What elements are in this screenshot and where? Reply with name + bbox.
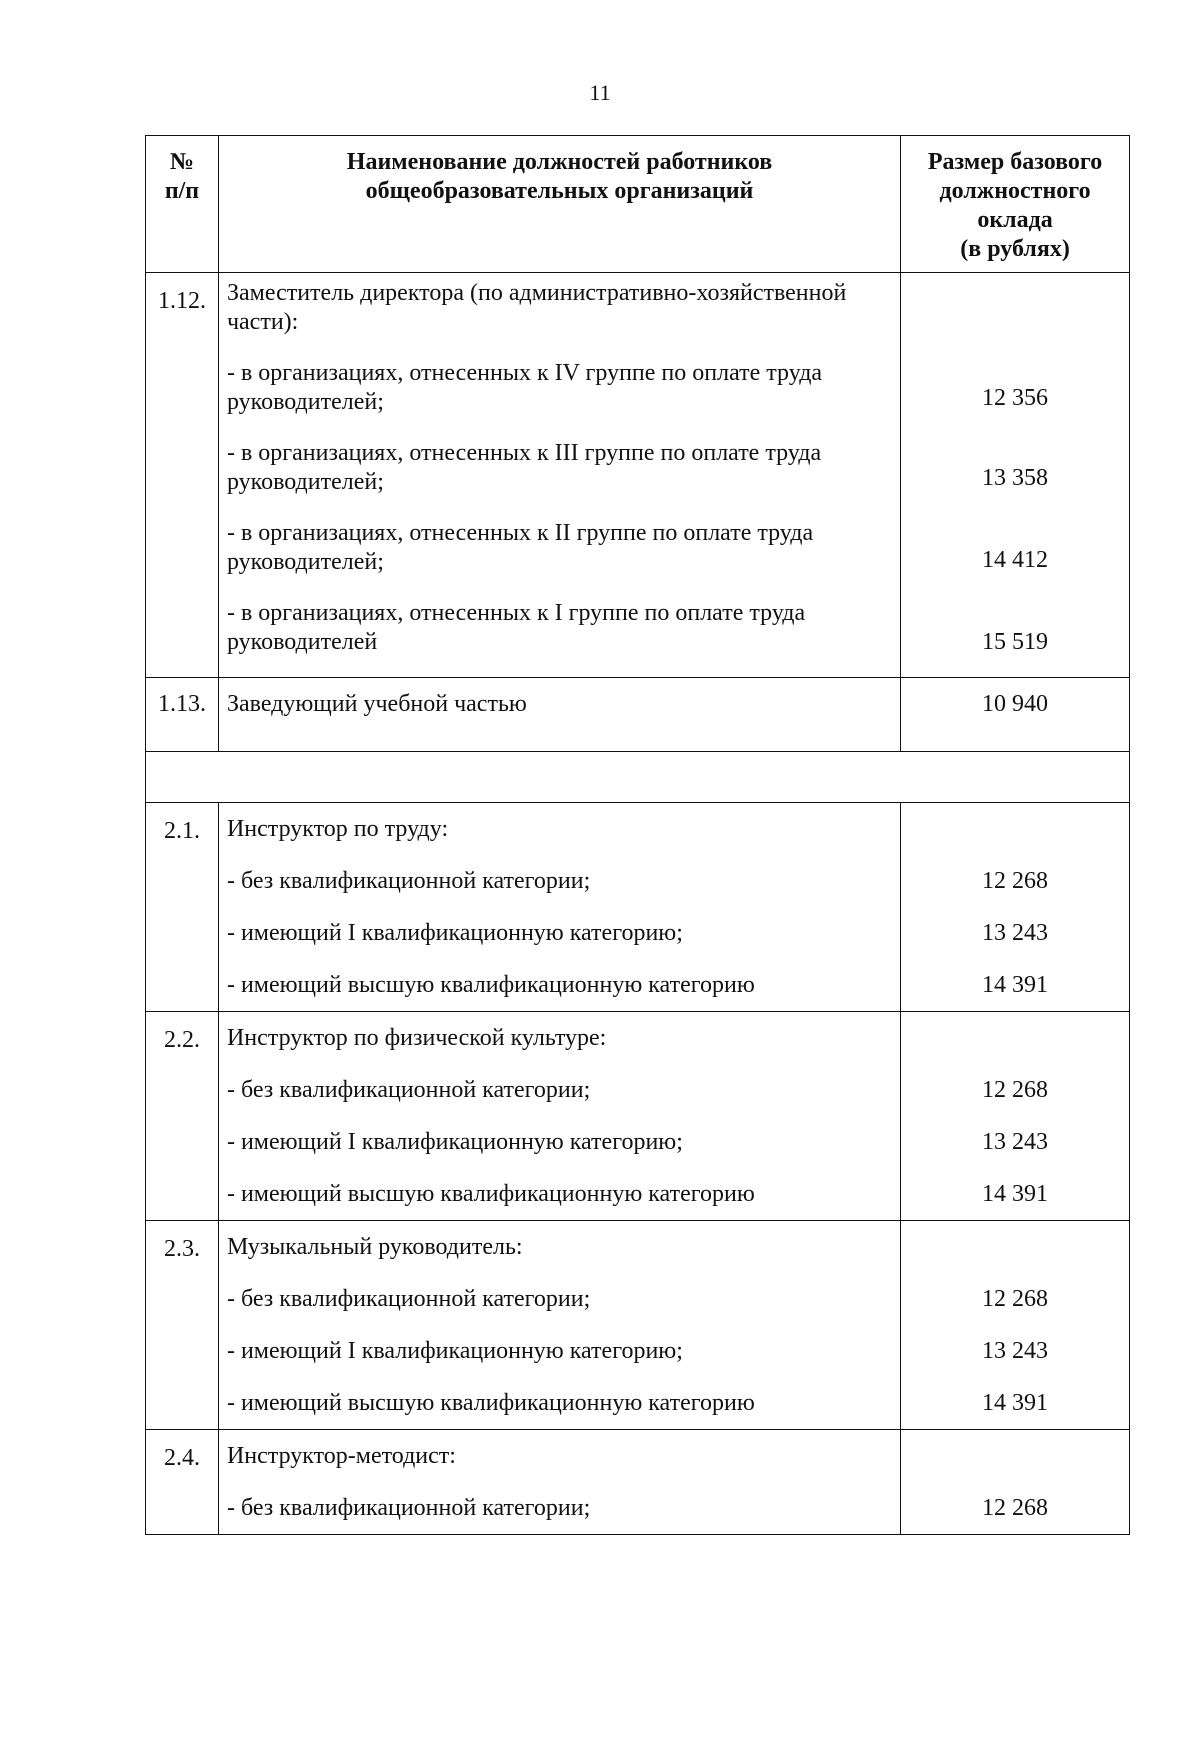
salary-value: 12 268 — [982, 868, 1049, 894]
salary-value: 15 519 — [982, 629, 1049, 655]
row-values-cell — [901, 1012, 1130, 1221]
salary-value: 12 268 — [982, 1077, 1049, 1103]
header-value-line: (в рублях) — [960, 236, 1070, 262]
text-line: - в организациях, отнесенных к II группе по оплате труда — [226, 520, 814, 546]
header-num-line: п/п — [164, 178, 200, 204]
list-item: - без квалификационной категории; — [226, 1495, 591, 1521]
header-name — [218, 136, 900, 273]
header-value-line: оклада — [977, 207, 1053, 233]
header-value-line: должностного — [939, 178, 1091, 204]
text-line: - в организациях, отнесенных к IV группе по оплате труда — [226, 360, 823, 386]
table-row — [146, 678, 1130, 752]
row-name: Заведующий учебной частью — [218, 678, 900, 752]
text-line: - в организациях, отнесенных к III группе по оплате труда — [226, 440, 822, 466]
text-line: руководителей; — [226, 549, 384, 575]
list-item: - имеющий высшую квалификационную категорию — [226, 1181, 755, 1207]
text-line: руководителей; — [226, 389, 384, 415]
salary-value: 14 391 — [982, 1181, 1049, 1207]
header-name-line: общеобразовательных организаций — [365, 178, 754, 204]
text-line: части): — [226, 309, 299, 335]
salary-table — [145, 135, 1130, 1535]
header-num-line: № — [169, 149, 195, 175]
header-value — [901, 136, 1130, 273]
salary-value: 12 268 — [982, 1495, 1049, 1521]
salary-value: 13 243 — [982, 1129, 1049, 1155]
table-row — [146, 1221, 1130, 1430]
row-number: 1.13. — [146, 678, 219, 752]
salary-value: 14 391 — [982, 972, 1049, 998]
salary-value: 13 243 — [982, 920, 1049, 946]
row-number: 1.12. — [146, 273, 219, 678]
list-item: - без квалификационной категории; — [226, 1077, 591, 1103]
row-values-cell — [901, 1430, 1130, 1535]
list-item: - имеющий I квалификационную категорию; — [226, 1338, 683, 1364]
table-header-row — [146, 136, 1130, 273]
row-number: 2.2. — [146, 1012, 219, 1221]
salary-value: 10 940 — [901, 678, 1130, 752]
salary-value: 12 356 — [982, 385, 1049, 411]
row-title: Инструктор по физической культуре: — [226, 1025, 607, 1051]
page-number: 11 — [589, 80, 611, 105]
header-name-line: Наименование должностей работников — [346, 149, 773, 175]
header-value-line: Размер базового — [927, 149, 1103, 175]
list-item: - без квалификационной категории; — [226, 1286, 591, 1312]
row-name-cell — [218, 273, 900, 678]
list-item: - имеющий высшую квалификационную категорию — [226, 972, 755, 998]
list-item — [227, 519, 892, 577]
row-values-cell — [901, 803, 1130, 1012]
row-number: 2.1. — [146, 803, 219, 1012]
row-number: 2.3. — [146, 1221, 219, 1430]
list-item — [227, 359, 892, 417]
row-title: Инструктор по труду: — [226, 816, 449, 842]
row-name-cell — [218, 1221, 900, 1430]
salary-value: 14 412 — [982, 547, 1049, 573]
text-line: - в организациях, отнесенных к I группе по оплате труда — [226, 600, 806, 626]
table-row — [146, 273, 1130, 678]
row-name-cell — [218, 803, 900, 1012]
salary-value: 13 243 — [982, 1338, 1049, 1364]
text-line: руководителей; — [226, 469, 384, 495]
row-title — [227, 279, 892, 337]
row-number: 2.4. — [146, 1430, 219, 1535]
table-row — [146, 1012, 1130, 1221]
row-name-cell — [218, 1012, 900, 1221]
row-title: Инструктор-методист: — [226, 1443, 456, 1469]
row-values-cell — [901, 273, 1130, 678]
list-item: - имеющий I квалификационную категорию; — [226, 1129, 683, 1155]
list-item — [227, 439, 892, 497]
section-heading-row — [146, 752, 1130, 803]
row-name-cell — [218, 1430, 900, 1535]
row-title: Музыкальный руководитель: — [226, 1234, 523, 1260]
text-line: Заместитель директора (по административно-хозяйственной — [226, 280, 847, 306]
salary-value: 14 391 — [982, 1390, 1049, 1416]
list-item: - имеющий I квалификационную категорию; — [226, 920, 683, 946]
row-values-cell — [901, 1221, 1130, 1430]
list-item: - без квалификационной категории; — [226, 868, 591, 894]
salary-value: 13 358 — [982, 465, 1049, 491]
list-item — [227, 599, 892, 657]
section-heading — [146, 752, 1130, 803]
salary-value: 12 268 — [982, 1286, 1049, 1312]
list-item: - имеющий высшую квалификационную категорию — [226, 1390, 755, 1416]
table-row — [146, 1430, 1130, 1535]
header-num — [146, 136, 219, 273]
table-row — [146, 803, 1130, 1012]
text-line: руководителей — [226, 629, 378, 655]
